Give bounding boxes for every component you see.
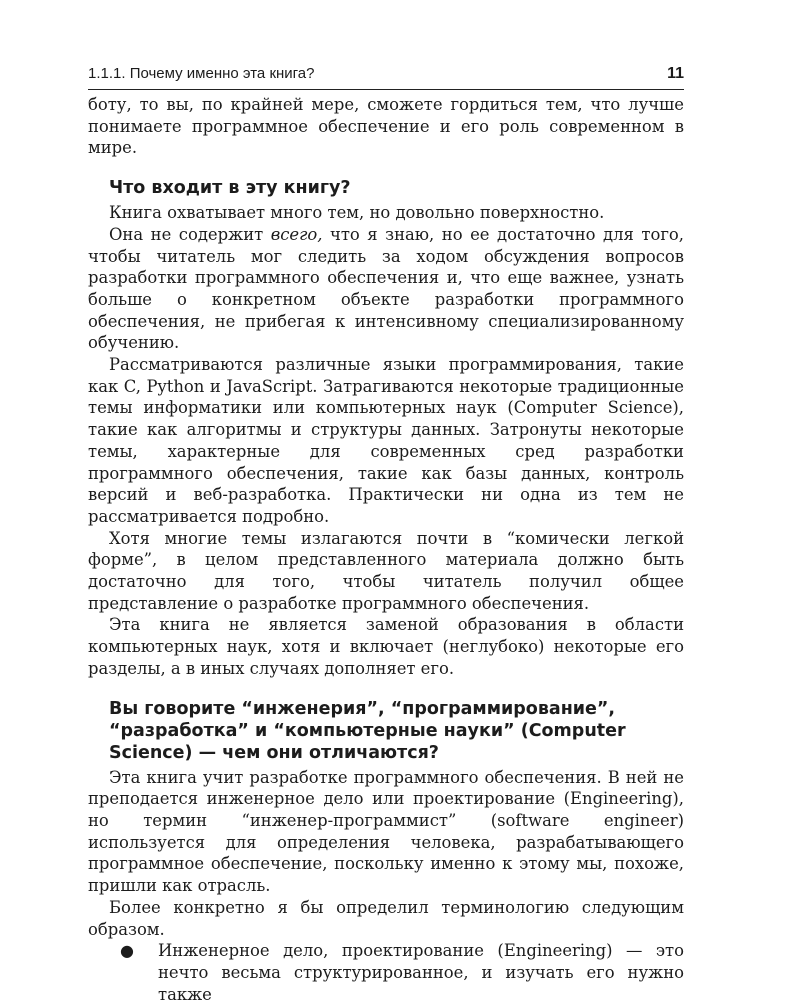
paragraph: Книга охватывает много тем, но довольно поверхностно. [109, 203, 605, 223]
bullet-text: Инженерное дело, проектирование (Engineering) — это нечто весьма структурированное, и изучать его нужно также [158, 941, 684, 1004]
section-heading: Вы говорите “инженерия”, “программирование”, “разработка” и “компьютерные науки” (Computer Science) — чем они отличаются? [109, 698, 626, 763]
page-number: 11 [667, 65, 684, 82]
emphasis-text: всего, [270, 224, 323, 244]
book-page [88, 64, 684, 1005]
paragraph: Эта книга не является заменой образования в области компьютерных наук, хотя и включает (неглубоко) некоторые его разделы, а в иных случаях дополняет его. [88, 615, 684, 678]
bullet-icon: ● [120, 941, 134, 961]
paragraph: Хотя многие темы излагаются почти в “комически легкой форме”, в целом представленного материала должно быть достаточно для того, чтобы читатель получил общее представление о разработке программного обеспечения. [88, 528, 684, 613]
section-heading: Что входит в эту книгу? [109, 178, 351, 199]
paragraph [88, 224, 684, 354]
paragraph: Эта книга учит разработке программного обеспечения. В ней не преподается инженерное дело или проектирование (Engineering), но термин “инженер-программист” (software engineer) используется для определения человека, разрабатывающего программное обеспечение, поскольку именно к этому мы, похоже, пришли как отрасль. [88, 767, 684, 896]
section-title: 1.1.1. Почему именно эта книга? [88, 65, 315, 82]
bullet-list-item [88, 940, 684, 1005]
intro-paragraph: боту, то вы, по крайней мере, сможете гордиться тем, что лучше понимаете программное обеспечение и его роль современном в мире. [88, 95, 684, 158]
paragraph: Более конкретно я бы определил терминологию следующим образом. [88, 897, 684, 939]
paragraph-text: что я знаю, но ее достаточно для того, чтобы читатель мог следить за ходом обсуждения вопросов разработки программного обеспечения и, что еще важнее, узнать больше о конкретном объекте разработки программного обеспечения, не прибегая к интенсивному специализированному обучению. [88, 224, 684, 353]
paragraph: Рассматриваются различные языки программирования, такие как C, Python и JavaScript. Затрагиваются некоторые традиционные темы информатики или компьютерных наук (Computer Science), такие как алгоритмы и структуры данных. Затронуты некоторые темы, характерные для современных сред разработки программного обеспечения, такие как базы данных, контроль версий и веб-разработка. Практически ни одна из тем не рассматривается подробно. [88, 355, 684, 526]
running-header [88, 64, 684, 90]
paragraph-text: Она не содержит [109, 224, 271, 244]
